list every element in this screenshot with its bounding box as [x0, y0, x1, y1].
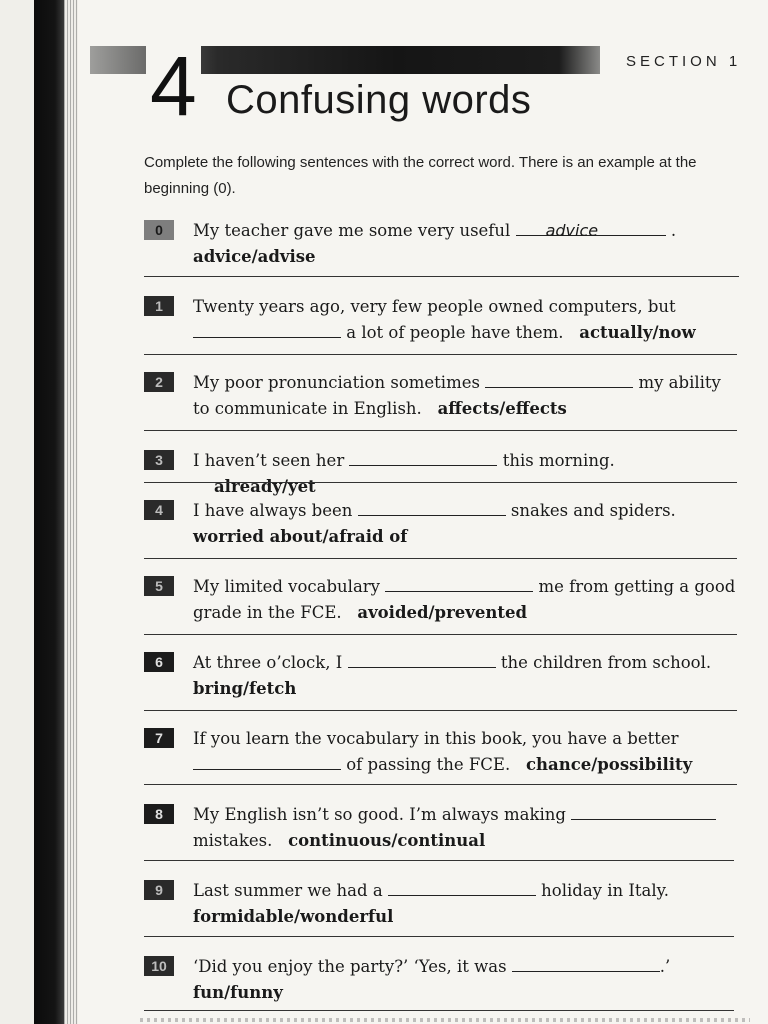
sentence-text: grade in the FCE.	[193, 603, 342, 622]
example-answer: advice	[545, 221, 599, 240]
word-options: formidable/wonderful	[193, 907, 394, 926]
page-bottom-edge	[140, 1018, 750, 1022]
answer-blank[interactable]	[348, 650, 496, 668]
answer-blank[interactable]	[193, 320, 341, 338]
answer-blank[interactable]	[571, 802, 716, 820]
sentence-text: .’	[659, 957, 671, 976]
answer-blank[interactable]	[385, 574, 533, 592]
page-edges	[64, 0, 78, 1024]
sentence-text: me from getting a good	[538, 577, 736, 596]
word-options: continuous/continual	[288, 831, 486, 850]
item-number-badge: 7	[144, 728, 174, 748]
divider	[144, 710, 737, 711]
sentence-text: ‘Did you enjoy the party?’ ‘Yes, it was	[193, 957, 507, 976]
sentence-text: a lot of people have them.	[346, 323, 564, 342]
divider	[144, 430, 737, 431]
divider	[144, 784, 737, 785]
sentence-text: My poor pronunciation sometimes	[193, 373, 480, 392]
sentence-text: holiday in Italy.	[541, 881, 670, 900]
divider	[144, 936, 734, 937]
divider	[144, 558, 737, 559]
word-options: chance/possibility	[525, 755, 693, 774]
item-number-badge: 6	[144, 652, 174, 672]
sentence-text: this morning.	[502, 451, 615, 470]
page-binding	[0, 0, 34, 1024]
item-number-badge: 3	[144, 450, 174, 470]
word-options: avoided/prevented	[357, 603, 528, 622]
answer-blank[interactable]	[485, 370, 633, 388]
sentence-text: I have always been	[193, 501, 353, 520]
answer-blank[interactable]	[512, 954, 660, 972]
sentence-text: My English isn’t so good. I’m always making	[193, 805, 566, 824]
word-options: advice/advise	[193, 247, 316, 266]
word-options: worried about/afraid of	[193, 527, 408, 546]
sentence-text: Twenty years ago, very few people owned computers, but	[193, 297, 676, 316]
item-number-badge: 2	[144, 372, 174, 392]
sentence-text: Last summer we had a	[193, 881, 383, 900]
item-number-badge: 10	[144, 956, 174, 976]
divider	[144, 276, 739, 277]
word-options: affects/effects	[437, 399, 567, 418]
divider	[144, 634, 737, 635]
sentence-text: My teacher gave me some very useful	[193, 221, 511, 240]
sentence-text: I haven’t seen her	[193, 451, 345, 470]
item-number-badge: 8	[144, 804, 174, 824]
sentence-text: My limited vocabulary	[193, 577, 380, 596]
sentence-text: If you learn the vocabulary in this book, you have a better	[193, 729, 679, 748]
answer-blank[interactable]	[388, 878, 536, 896]
sentence-text: At three o’clock, I	[193, 653, 343, 672]
sentence-text: of passing the FCE.	[346, 755, 511, 774]
divider	[144, 1010, 734, 1011]
item-number-badge: 1	[144, 296, 174, 316]
unit-number: 4	[146, 44, 201, 128]
sentence-text: mistakes.	[193, 831, 273, 850]
answer-blank[interactable]	[358, 498, 506, 516]
word-options: actually/now	[579, 323, 696, 342]
binding-shadow	[34, 0, 64, 1024]
section-label: SECTION 1	[626, 53, 742, 70]
item-number-badge: 4	[144, 500, 174, 520]
item-number-badge: 9	[144, 880, 174, 900]
item-number-badge: 0	[144, 220, 174, 240]
page-title: Confusing words	[226, 78, 532, 122]
sentence-text: .	[670, 221, 677, 240]
word-options: fun/funny	[193, 983, 283, 1002]
answer-blank[interactable]	[516, 218, 666, 240]
answer-blank[interactable]	[193, 752, 341, 770]
divider	[144, 354, 737, 355]
instructions: Complete the following sentences with the correct word. There is an example at the beginning (0).	[144, 154, 697, 197]
sentence-text: my ability	[638, 373, 721, 392]
sentence-text: the children from school.	[500, 653, 712, 672]
divider	[144, 860, 734, 861]
divider	[144, 482, 737, 483]
sentence-text: to communicate in English.	[193, 399, 422, 418]
sentence-text: snakes and spiders.	[510, 501, 676, 520]
word-options: already/yet	[213, 477, 316, 496]
answer-blank[interactable]	[349, 448, 497, 466]
word-options: bring/fetch	[193, 679, 297, 698]
item-number-badge: 5	[144, 576, 174, 596]
